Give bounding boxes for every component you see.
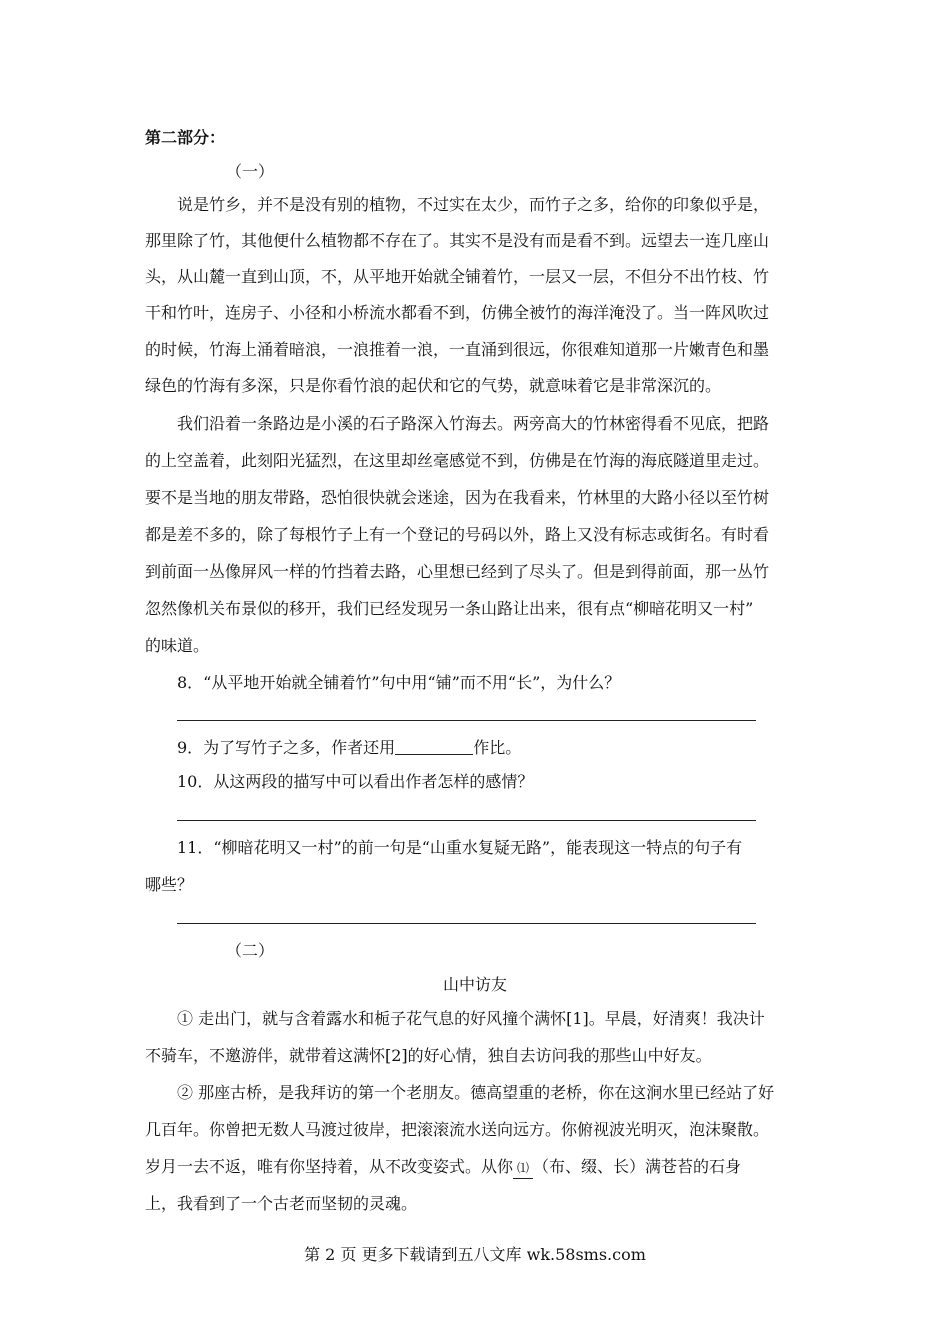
paragraph-line: 说是竹乡，并不是没有别的植物，不过实在太少，而竹子之多，给你的印象似乎是， (177, 195, 770, 214)
question-8: 8．“从平地开始就全铺着竹”句中用“铺”而不用“长”，为什么？ (177, 673, 621, 692)
answer-blank-1[interactable]: ⑴ (513, 1158, 533, 1179)
paragraph-line: ① 走出门，就与含着露水和栀子花气息的好风撞个满怀[1]。早晨，好清爽！我决计 (177, 1009, 765, 1028)
paragraph-line: ② 那座古桥，是我拜访的第一个老朋友。德高望重的老桥，你在这涧水里已经站了好 (177, 1083, 775, 1102)
paragraph-line: 到前面一丛像屏风一样的竹挡着去路，心里想已经到了尽头了。但是到得前面，那一丛竹 (145, 562, 770, 581)
page-footer: 第 2 页 更多下载请到五八文库 wk.58sms.com (304, 1245, 646, 1264)
question-9 (177, 738, 810, 758)
answer-line[interactable] (177, 820, 756, 821)
question-11-cont: 哪些？ (145, 875, 194, 894)
paragraph-line: 我们沿着一条路边是小溪的石子路深入竹海去。两旁高大的竹林密得看不见底，把路 (177, 414, 770, 433)
paragraph-line: 的时候，竹海上涌着暗浪，一浪推着一浪，一直涌到很远，你很难知道那一片嫩青色和墨 (145, 340, 770, 359)
paragraph-line: 绿色的竹海有多深，只是你看竹浪的起伏和它的气势，就意味着它是非常深沉的。 (145, 376, 722, 395)
paragraph-line (145, 1157, 810, 1179)
article-title: 山中访友 (442, 975, 507, 994)
section-heading: 第二部分： (145, 128, 226, 147)
paragraph-line: 几百年。你曾把无数人马渡过彼岸，把滚滚流水送向远方。你俯视波光明灭，泡沫聚散。 (145, 1120, 770, 1139)
paragraph-line: 忽然像机关布景似的移开，我们已经发现另一条山路让出来，很有点“柳暗花明又一村” (145, 599, 754, 618)
answer-line[interactable] (177, 923, 756, 924)
part1-label: （一） (226, 162, 275, 181)
question-9-suffix: 作比。 (473, 738, 522, 757)
answer-blank[interactable] (395, 740, 473, 755)
part2-label: （二） (226, 941, 275, 960)
paragraph-text: 岁月一去不返，唯有你坚持着，从不改变姿式。从你 (145, 1157, 514, 1176)
paragraph-line: 的味道。 (145, 636, 210, 655)
paragraph-text: （布、缀、长）满苍苔的石身 (533, 1157, 742, 1176)
paragraph-line: 要不是当地的朋友带路，恐怕很快就会迷途，因为在我看来，竹林里的大路小径以至竹树 (145, 488, 770, 507)
question-10: 10．从这两段的描写中可以看出作者怎样的感情？ (177, 772, 534, 791)
paragraph-line: 头，从山麓一直到山顶，不，从平地开始就全铺着竹，一层又一层，不但分不出竹枝、竹 (145, 267, 770, 286)
paragraph-line: 不骑车，不邀游伴，就带着这满怀[2]的好心情，独自去访问我的那些山中好友。 (145, 1046, 712, 1065)
paragraph-line: 上，我看到了一个古老而坚韧的灵魂。 (145, 1194, 418, 1213)
paragraph-line: 都是差不多的，除了每根竹子上有一个登记的号码以外，路上又没有标志或街名。有时看 (145, 525, 770, 544)
paragraph-line: 那里除了竹，其他便什么植物都不存在了。其实不是没有而是看不到。远望去一连几座山 (145, 231, 770, 250)
answer-line[interactable] (177, 720, 756, 721)
paragraph-line: 的上空盖着，此刻阳光猛烈，在这里却丝毫感觉不到，仿佛是在竹海的海底隧道里走过。 (145, 451, 770, 470)
paragraph-line: 干和竹叶，连房子、小径和小桥流水都看不到，仿佛全被竹的海洋淹没了。当一阵风吹过 (145, 303, 770, 322)
question-9-text: 9．为了写竹子之多，作者还用 (177, 738, 396, 757)
question-11: 11．“柳暗花明又一村”的前一句是“山重水复疑无路”，能表现这一特点的句子有 (177, 838, 743, 857)
